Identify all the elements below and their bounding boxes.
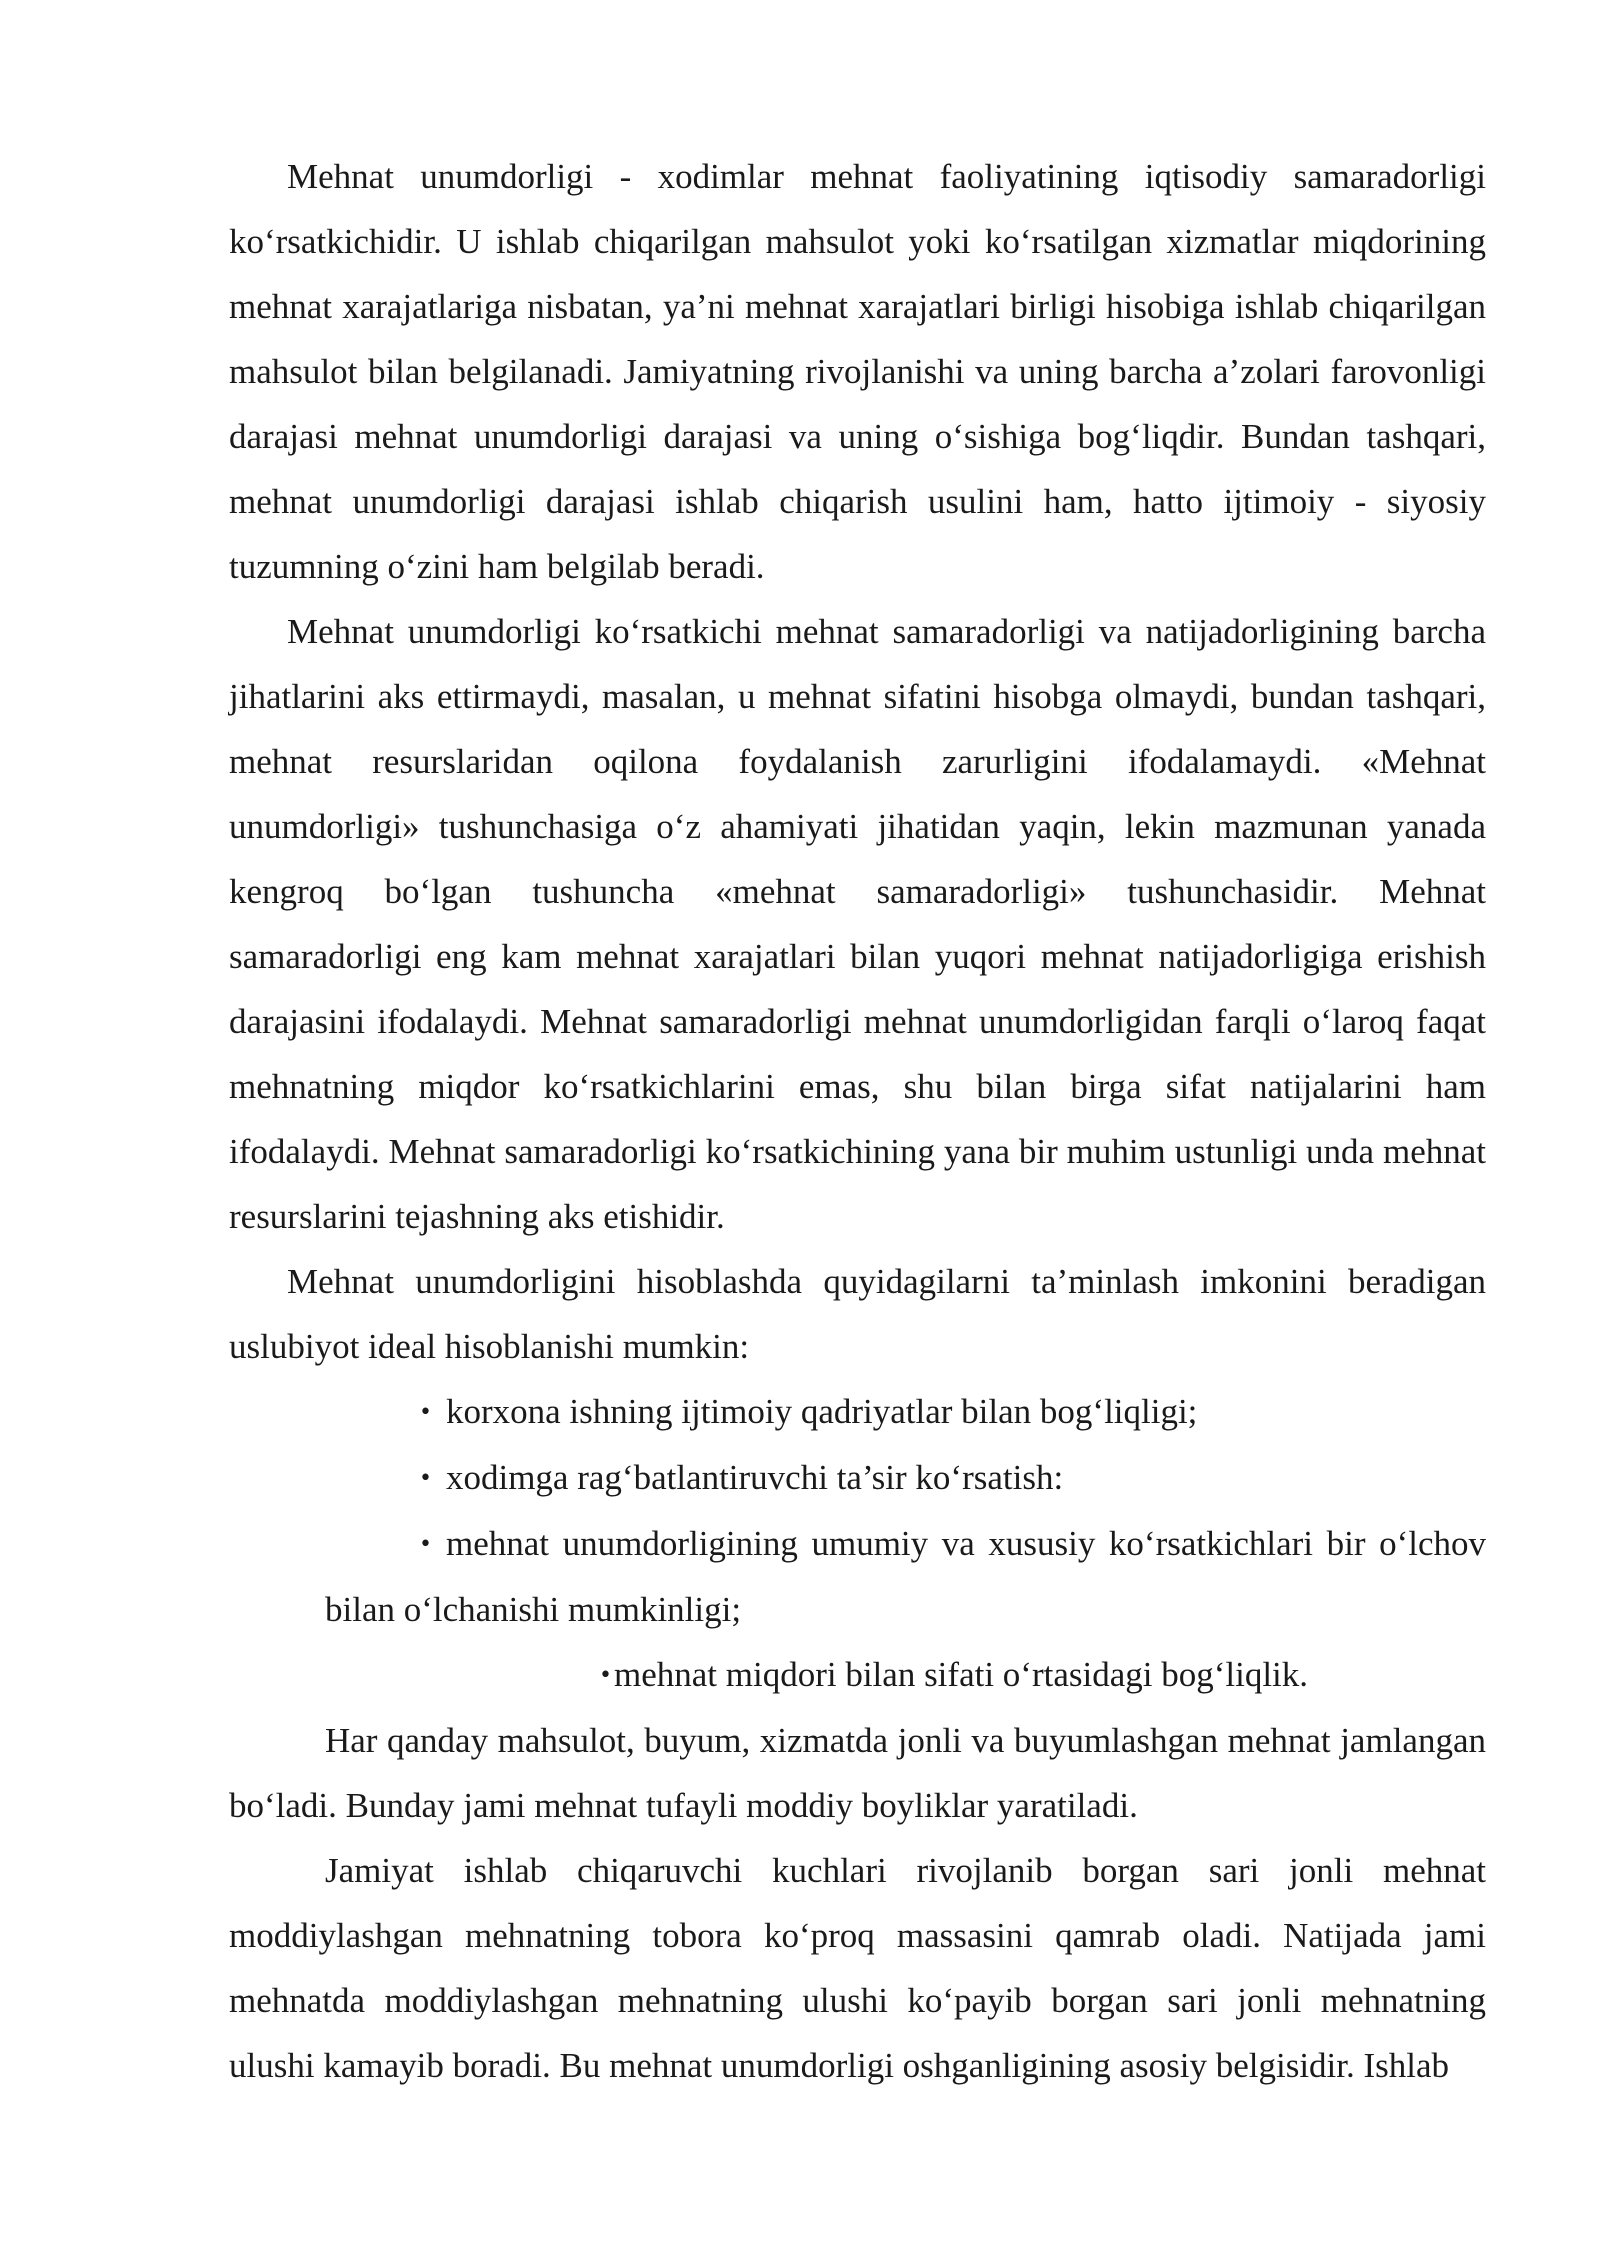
bullet-icon: • — [599, 1663, 612, 1688]
list-item-text: mehnat unumdorligining umumiy va xususiy ko‘rsatkichlari bir o‘lchov bilan o‘lchanishi mumkinligi; — [325, 1524, 1486, 1629]
list-item — [229, 1511, 1486, 1642]
list-item — [229, 1445, 1486, 1511]
paragraph-labor-efficiency: Mehnat unumdorligi ko‘rsatkichi mehnat samaradorligi va natijadorligining barcha jihatlarini aks ettirmaydi, masalan, u mehnat sifatini hisobga olmaydi, bundan tashqari, mehnat resurslaridan oqilona foydalanish zarurligini ifodalamaydi. «Mehnat unumdorligi» tushunchasiga o‘z ahamiyati jihatidan yaqin, lekin mazmunan yanada kengroq bo‘lgan tushuncha «mehnat samaradorligi» tushunchasidir. Mehnat samaradorligi eng kam mehnat xarajatlari bilan yuqori mehnat natijadorligiga erishish darajasini ifodalaydi. Mehnat samaradorligi mehnat unumdorligidan farqli o‘laroq faqat mehnatning miqdor ko‘rsatkichlarini emas, shu bilan birga sifat natijalarini ham ifodalaydi. Mehnat samaradorligi ko‘rsatkichining yana bir muhim ustunligi unda mehnat resurslarini tejashning aks etishidir. — [229, 612, 1486, 1236]
list-item-text: xodimga rag‘batlantiruvchi ta’sir ko‘rsatish: — [445, 1458, 1064, 1497]
paragraph-labor-productivity-definition: Mehnat unumdorligi - xodimlar mehnat faoliyatining iqtisodiy samaradorligi ko‘rsatkichidir. U ishlab chiqarilgan mahsulot yoki ko‘rsatilgan xizmatlar miqdorining mehnat xarajatlariga nisbatan, ya’ni mehnat xarajatlari birligi hisobiga ishlab chiqarilgan mahsulot bilan belgilanadi. Jamiyatning rivojlanishi va uning barcha a’zolari farovonligi darajasi mehnat unumdorligi darajasi va uning o‘sishiga bog‘liqdir. Bundan tashqari, mehnat unumdorligi darajasi ishlab chiqarish usulini ham, hatto ijtimoiy - siyosiy tuzumning o‘zini ham belgilab beradi. — [229, 157, 1486, 586]
paragraph-embodied-labor: Har qanday mahsulot, buyum, xizmatda jonli va buyumlashgan mehnat jamlangan bo‘ladi. Bunday jami mehnat tufayli moddiy boyliklar yaratiladi. — [229, 1721, 1486, 1825]
paragraph-productive-forces: Jamiyat ishlab chiqaruvchi kuchlari rivojlanib borgan sari jonli mehnat moddiylashgan mehnatning tobora ko‘proq massasini qamrab oladi. Natijada jami mehnatda moddiylashgan mehnatning ulushi ko‘payib borgan sari jonli mehnatning ulushi kamayib boradi. Bu mehnat unumdorligi oshganligining asosiy belgisidir. Ishlab — [229, 1851, 1486, 2085]
list-item-text: korxona ishning ijtimoiy qadriyatlar bilan bog‘liqligi; — [445, 1392, 1198, 1431]
list-item — [229, 1379, 1486, 1445]
paragraph-methodology-intro: Mehnat unumdorligini hisoblashda quyidagilarni ta’minlash imkonini beradigan uslubiyot ideal hisoblanishi mumkin: — [229, 1262, 1486, 1366]
list-item — [229, 1642, 1486, 1708]
list-item-text: mehnat miqdori bilan sifati o‘rtasidagi bog‘liqlik. — [613, 1655, 1309, 1694]
bullet-icon: • — [419, 1466, 432, 1491]
document-body — [229, 144, 1486, 2098]
bullet-icon: • — [419, 1532, 432, 1557]
bullet-icon: • — [419, 1400, 432, 1425]
